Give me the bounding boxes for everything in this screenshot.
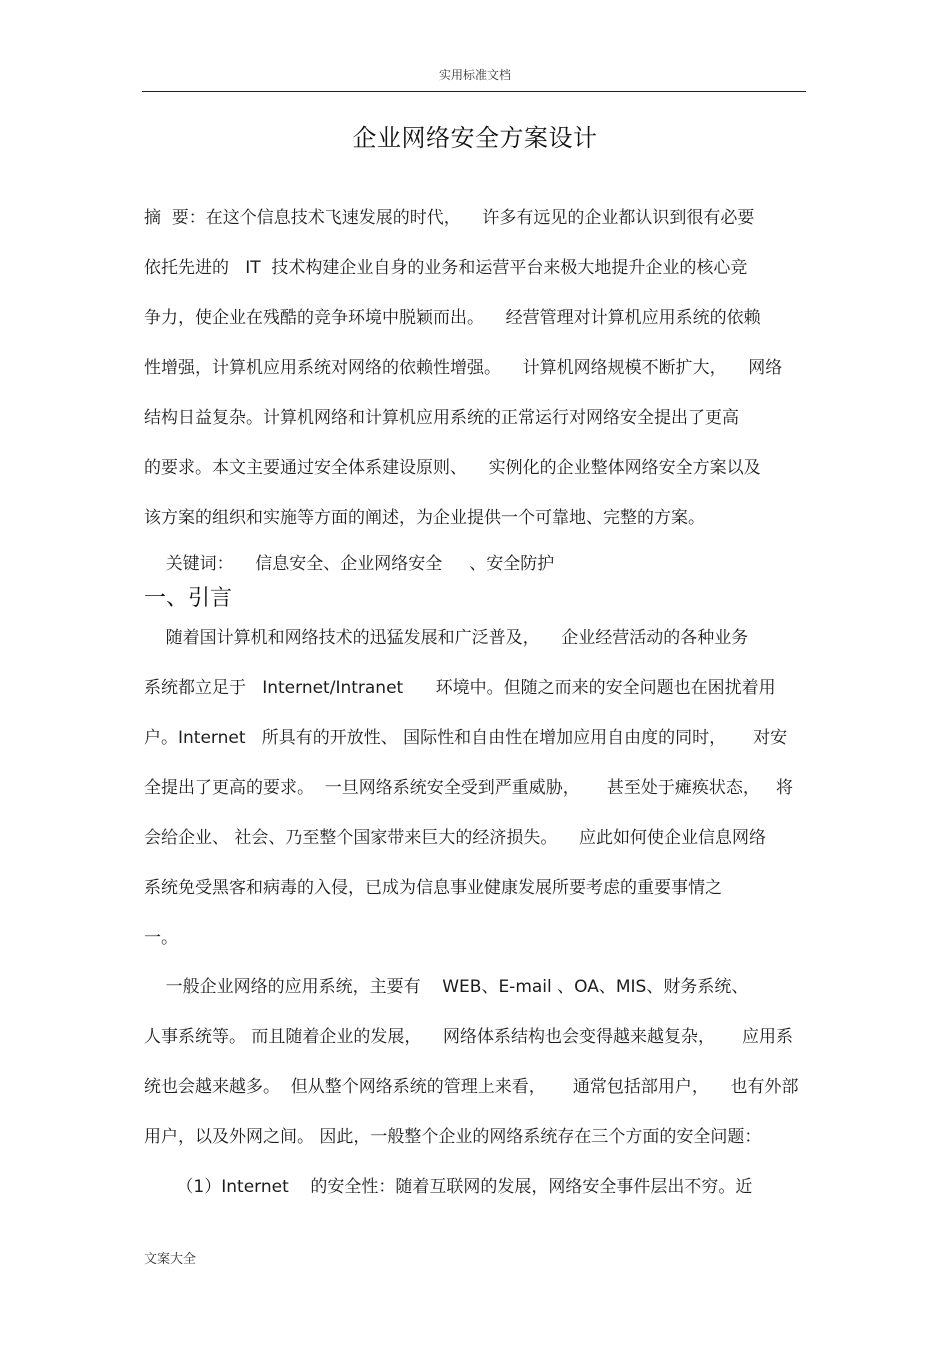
paragraph-line: 随着国计算机和网络技术的迅猛发展和广泛普及， 企业经营活动的各种业务 <box>144 628 749 648</box>
paragraph-line: 一。 <box>144 928 178 948</box>
paragraph-line: 一般企业网络的应用系统，主要有 WEB、E-mail 、OA、MIS、财务系统、 <box>144 977 749 997</box>
paragraph-line: 人事系统等。 而且随着企业的发展， 网络体系结构也会变得越来越复杂， 应用系 <box>144 1027 794 1047</box>
page-header-text: 实用标准文档 <box>438 68 511 82</box>
abstract-line: 摘 要：在这个信息技术飞速发展的时代， 许多有远见的企业都认识到很有必要 <box>144 208 755 228</box>
paragraph-line: 户。Internet 所具有的开放性、 国际性和自由性在增加应用自由度的同时， 对安 <box>144 728 788 748</box>
paragraph-line: 系统都立足于 Internet/Intranet 环境中。但随之而来的安全问题也在困扰着用 <box>144 678 776 698</box>
page-footer-text: 文案大全 <box>144 1252 197 1267</box>
document-title: 企业网络安全方案设计 <box>352 124 598 152</box>
paragraph-line: （1）Internet 的安全性：随着互联网的发展，网络安全事件层出不穷。近 <box>144 1177 753 1197</box>
abstract-line: 性增强，计算机应用系统对网络的依赖性增强。 计算机网络规模不断扩大， 网络 <box>144 358 783 378</box>
abstract-line: 的要求。本文主要通过安全体系建设原则、 实例化的企业整体网络安全方案以及 <box>144 458 761 478</box>
abstract-line: 依托先进的 IT 技术构建企业自身的业务和运营平台来极大地提升企业的核心竞 <box>144 258 748 278</box>
paragraph-line: 会给企业、 社会、乃至整个国家带来巨大的经济损失。 应此如何使企业信息网络 <box>144 828 767 848</box>
paragraph-line: 统也会越来越多。 但从整个网络系统的管理上来看， 通常包括部用户， 也有外部 <box>144 1077 799 1097</box>
header-divider <box>142 91 806 92</box>
keywords-line: 关键词： 信息安全、企业网络安全 、安全防护 <box>144 554 555 574</box>
paragraph-line: 系统免受黑客和病毒的入侵，已成为信息事业健康发展所要考虑的重要事情之 <box>144 878 722 898</box>
abstract-line: 结构日益复杂。计算机网络和计算机应用系统的正常运行对网络安全提出了更高 <box>144 408 739 428</box>
paragraph-line: 全提出了更高的要求。 一旦网络系统安全受到严重威胁， 甚至处于瘫痪状态， 将 <box>144 778 794 798</box>
section-heading: 一、引言 <box>144 586 233 611</box>
paragraph-line: 用户，以及外网之间。 因此，一般整个企业的网络系统存在三个方面的安全问题： <box>144 1127 762 1147</box>
abstract-line: 争力，使企业在残酷的竞争环境中脱颖而出。 经营管理对计算机应用系统的依赖 <box>144 308 761 328</box>
abstract-line: 该方案的组织和实施等方面的阐述，为企业提供一个可靠地、完整的方案。 <box>144 508 705 528</box>
